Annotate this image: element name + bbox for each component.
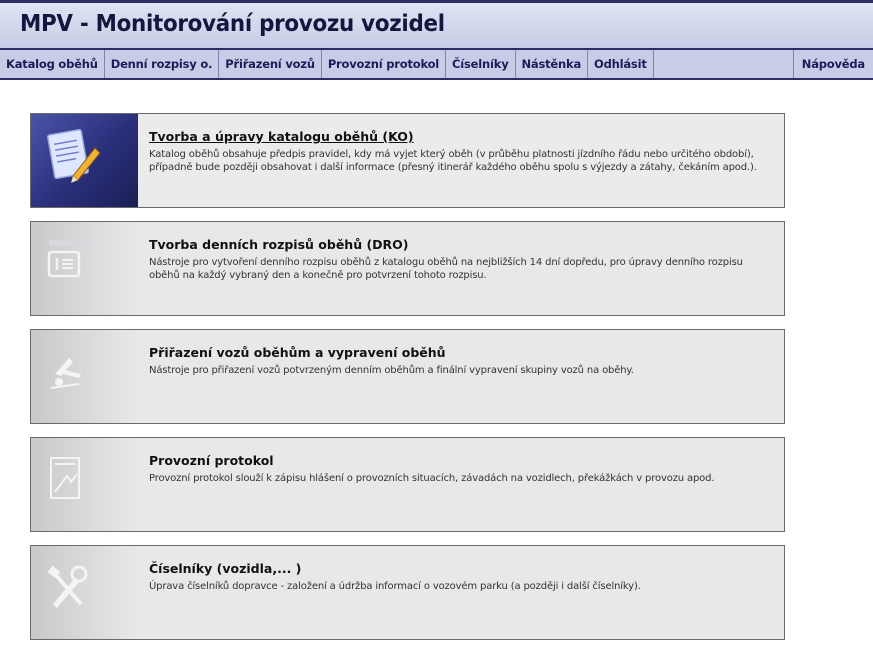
- module-title-link[interactable]: Tvorba a úpravy katalogu oběhů (KO): [149, 129, 414, 144]
- module-text: [149, 558, 776, 593]
- module-text: [149, 450, 776, 485]
- module-list: [30, 113, 785, 653]
- module-description: Nástroje pro přiřazení vozů potvrzeným denním oběhům a finální vypravení skupiny vozů na oběhy.: [149, 365, 634, 376]
- module-description: Provozní protokol slouží k zápisu hlášení o provozních situacích, závadách na vozidlech, překážkách v provozu apod.: [149, 473, 715, 484]
- module-thumb: [31, 330, 138, 423]
- module-title-link[interactable]: Číselníky (vozidla,... ): [149, 561, 302, 576]
- module-text: [149, 234, 776, 282]
- module-card-ciselniky[interactable]: [30, 545, 785, 640]
- notepad-pencil-icon: [45, 128, 105, 188]
- module-description: Úprava číselníků dopravce - založení a údržba informací o vozovém parku (a později i další číselníky).: [149, 581, 641, 592]
- module-card-prirazeni-vozu[interactable]: [30, 329, 785, 424]
- app-title: MPV - Monitorování provozu vozidel: [20, 11, 445, 37]
- module-title-link[interactable]: Tvorba denních rozpisů oběhů (DRO): [149, 237, 409, 252]
- module-thumb: [31, 546, 138, 639]
- module-description: Nástroje pro vytvoření denního rozpisu oběhů z katalogu oběhů na nejbližších 14 dní dopředu, pro úpravy denního rozpisu oběhů na každý vybraný den a konečně pro potvrzení tohoto rozpisu.: [149, 257, 743, 281]
- menu-item-denni-rozpisy[interactable]: Denní rozpisy o.: [105, 50, 220, 78]
- menu-item-provozni-protokol[interactable]: Provozní protokol: [322, 50, 446, 78]
- module-card-provozni-protokol[interactable]: [30, 437, 785, 532]
- module-description: Katalog oběhů obsahuje předpis pravidel, kdy má vyjet který oběh (v průběhu platnosti jízdního řádu nebo určitého období), případně bude později obsahovat i další informace (přesný itinerář každého oběhu spolu s výjezdy a zátahy, čekáním apod.).: [149, 149, 757, 173]
- module-title-link[interactable]: Provozní protokol: [149, 453, 274, 468]
- vehicle-assign-icon: [45, 344, 105, 404]
- menu-item-katalog-obehu[interactable]: Katalog oběhů: [0, 50, 105, 78]
- module-card-katalog[interactable]: [30, 113, 785, 208]
- menu-item-napoveda[interactable]: Nápověda: [801, 57, 865, 71]
- menu-item-odhlasit[interactable]: Odhlásit: [588, 50, 654, 78]
- main-menu: [0, 50, 873, 80]
- module-text: [149, 342, 776, 377]
- menu-item-ciselniky[interactable]: Číselníky: [446, 50, 515, 78]
- module-title-link[interactable]: Přiřazení vozů oběhům a vypravení oběhů: [149, 345, 446, 360]
- module-thumb: [31, 222, 138, 315]
- calendar-list-icon: [45, 236, 105, 296]
- module-text: [149, 126, 776, 174]
- tools-icon: [45, 560, 105, 620]
- menu-spacer: [654, 50, 794, 78]
- module-thumb: [31, 438, 138, 531]
- protocol-document-icon: [45, 452, 105, 512]
- menu-item-nastenka[interactable]: Nástěnka: [516, 50, 589, 78]
- module-card-denni-rozpisy[interactable]: [30, 221, 785, 316]
- module-thumb: [31, 114, 138, 207]
- app-header: [0, 0, 873, 50]
- menu-item-prirazeni-vozu[interactable]: Přiřazení vozů: [219, 50, 322, 78]
